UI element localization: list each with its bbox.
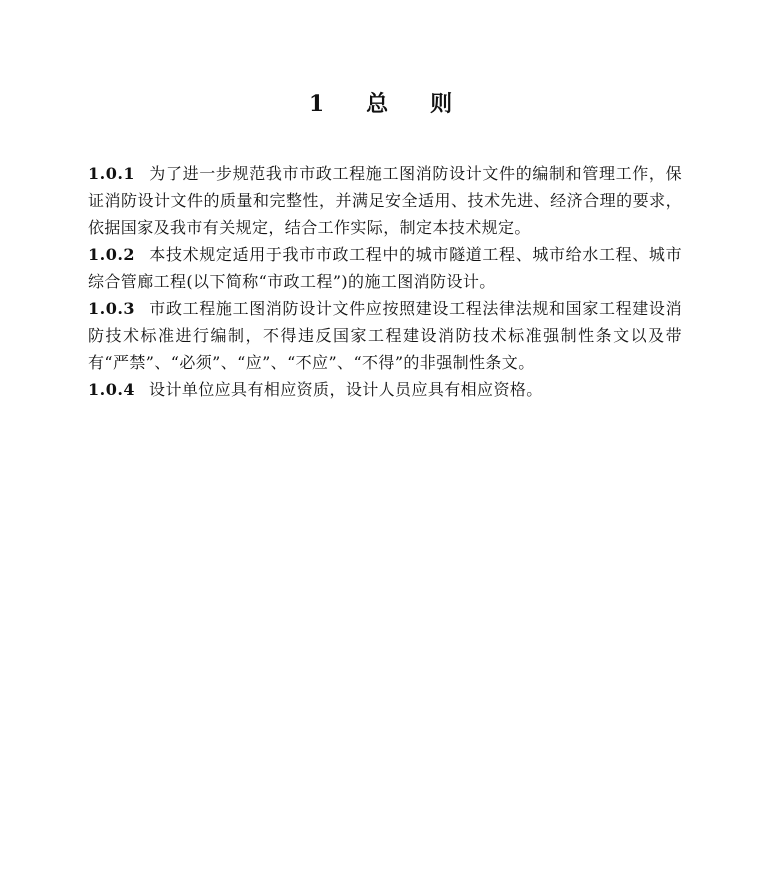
clause-number: 1.0.1	[88, 164, 136, 183]
clause-text: 市政工程施工图消防设计文件应按照建设工程法律法规和国家工程建设消防技术标准进行编制，不得违反国家工程建设消防技术标准强制性条文以及带有“严禁”、“必须”、“应”、“不应”、“不得”的非强制性条文。	[88, 299, 682, 372]
clause-number: 1.0.3	[88, 299, 136, 318]
clause-text: 本技术规定适用于我市市政工程中的城市隧道工程、城市给水工程、城市综合管廊工程(以下简称“市政工程”)的施工图消防设计。	[88, 245, 682, 291]
clause-list	[88, 160, 682, 403]
clause-number: 1.0.2	[88, 245, 136, 264]
clause-1-0-4	[88, 376, 682, 403]
chapter-title: 1 总 则	[308, 91, 463, 117]
clause-1-0-2	[88, 241, 682, 295]
clause-1-0-3	[88, 295, 682, 376]
clause-text: 为了进一步规范我市市政工程施工图消防设计文件的编制和管理工作，保证消防设计文件的质量和完整性，并满足安全适用、技术先进、经济合理的要求，依据国家及我市有关规定，结合工作实际，制定本技术规定。	[88, 164, 682, 237]
clause-1-0-1	[88, 160, 682, 241]
clause-text: 设计单位应具有相应资质，设计人员应具有相应资格。	[149, 380, 543, 399]
clause-number: 1.0.4	[88, 380, 136, 399]
